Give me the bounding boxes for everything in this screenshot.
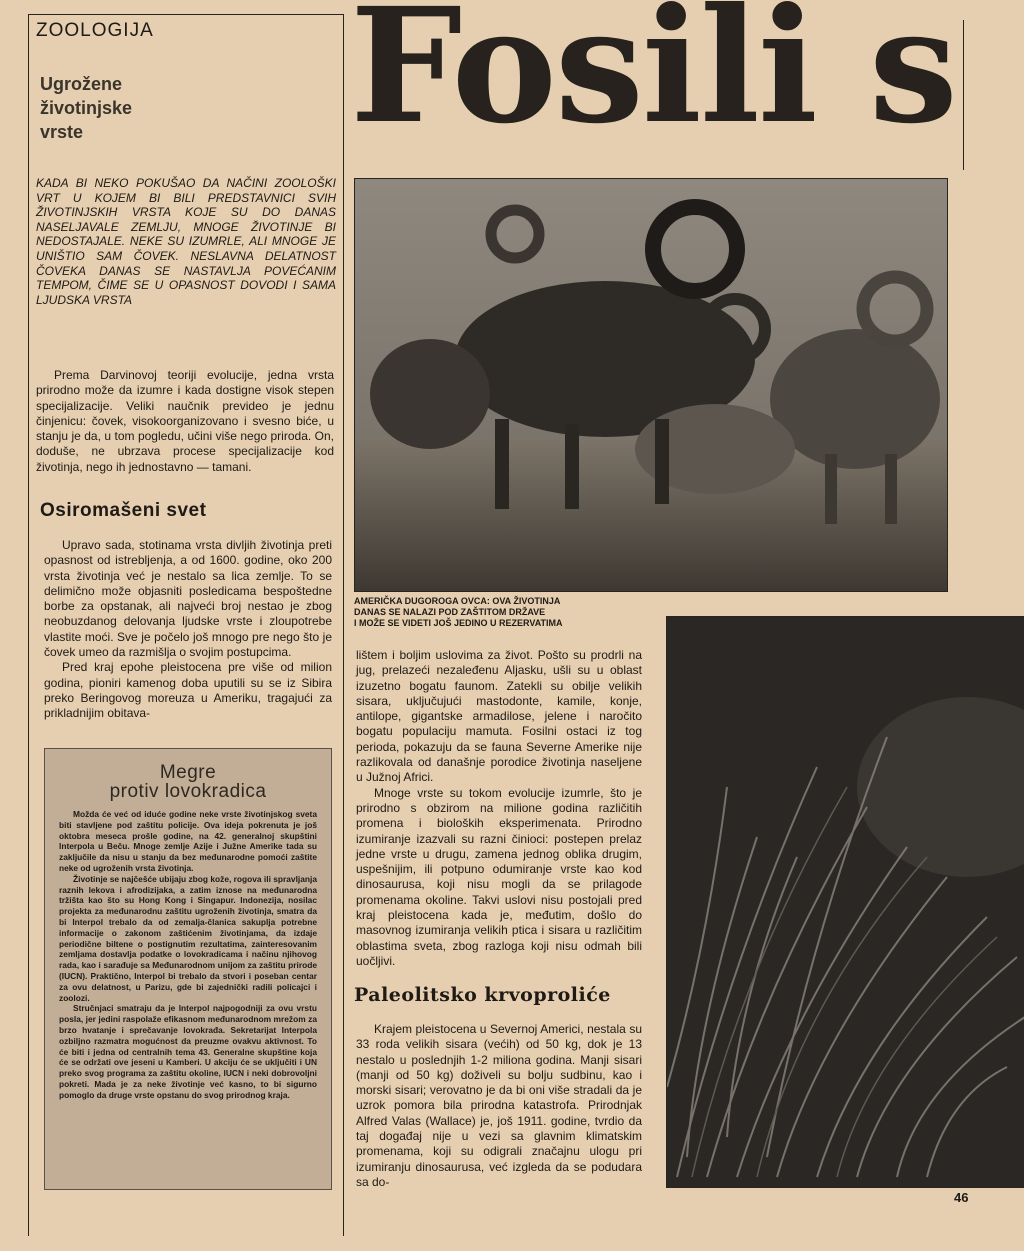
column1-paragraph: Pred kraj epohe pleistocena pre više od milion godina, pioniri kamenog doba uputili su se iz Sibira preko Beringovog moreuza u Ameriku, tragajući za prikladnijim obitava- [44,660,332,721]
subhead-paleolitsko: Paleolitsko krvoproliće [354,984,611,1006]
column1-body [44,538,332,722]
sidebar-box-body [59,809,317,1101]
lead-paragraph: KADA BI NEKO POKUŠAO DA NAČINI ZOOLOŠKI VRT U KOJEM BI BILI PREDSTAVNICI SVIH ŽIVOTINJSKIH VRSTA KOJE SU DO DANAS NASELJAVALE ZEMLJU, MNOGE ŽIVOTINJE BI NEDOSTAJALE. NEKE SU IZUMRLE, ALI MNOGE JE UNIŠTIO SAM ČOVEK. NESLAVNA DELATNOST ČOVEKA DANAS SE NASTAVLJA POVEĆANIM TEMPOM, ČIME SE U OPASNOST DOVODI I SAMA LJUDSKA VRSTA [36,176,336,307]
sidebar-box-title: Megre protiv lovokradica [109,762,267,802]
top-rule [28,14,344,15]
column2-paragraph: Mnoge vrste su tokom evolucije izumrle, što je prirodno s obzirom na milione godina različitih promena i bioloških eksperimenata. Prirodno izumiranje izazvali su razni činioci: postepen prelaz jedne vrste u drugu, zamena jednog oblika drugim, uspešnijim, ili potpuno odumiranje vrste kao kod dinosaurusa, koji nisu mogli da se prilagode promenama okoline. Takvi uslovi nisu postojali pred kraj pleistocena kada je, međutim, došlo do masovnog izumiranja velikih ptica i sisara u različitim oblastima sveta, zbog razloga koji nisu odmah bili uočljivi. [356,785,642,968]
sidebar-box [44,748,332,1190]
intro-paragraph: Prema Darvinovoj teoriji evolucije, jedna vrsta prirodno može da izumre i kada dostigne visok stepen specijalizacije. Veliki naučnik prevideo je jednu činjenicu: čovek, visokoorganizovano i svesno biće, u stanju je da, u tom pogledu, učini više nego priroda. On, doduše, ne ubrzava procese specijalizacije kod životinja, nego ih jednostavno — tamani. [36,368,334,474]
bighorn-sheep-photo [354,178,948,592]
kicker: Ugrožene životinjske vrste [40,74,133,142]
column1-paragraph: Upravo sada, stotinama vrsta divljih životinja preti opasnost od istrebljenja, a od 1600. godine, oko 200 vrsta životinja već je nestalo sa lica zemlje. To se delimično može objasniti posledicama bespoštedne borbe za opstanak, ali najveći broj nestao je zbog neobuzdanog delovanja ljudske vrste i zloupotrebe vlastite moći. Sve je počelo još mnogo pre nego što je čovek umeo da razmišlja o svojim postupcima. [44,538,332,660]
photo-caption: AMERIČKA DUGOROGA OVCA: OVA ŽIVOTINJA DANAS SE NALAZI POD ZAŠTITOM DRŽAVE I MOŽE SE VIDETI JOŠ JEDINO U REZERVATIMA [354,596,563,628]
column2-text-lower [356,1022,642,1190]
headline: Fosili s [350,0,956,159]
sidebar-paragraph: Stručnjaci smatraju da je Interpol najpogodniji za ovu vrstu posla, jer jedini raspolaže efikasnom međunarodnom mrežom za brzo hvatanje i sprečavanje lovokrađa. Sekretarijat Interpola ozbiljno razmatra mogućnost da preuzme ovakvu aktivnost. To će biti i jedna od centralnih tema 43. Generalne skupštine koja će se održati ove jeseni u Kamberi. U akciju će se uključiti i UN preko svog programa za zaštitu okoline, IUCN i neki dobrovoljni pokreti. Mada je za neke životinje već kasno, to bi sigurno pomoglo da druge vrste opstanu do svog prirodnog kraja. [59,1003,317,1100]
column2-paragraph: lištem i boljim uslovima za život. Pošto su prodrli na jug, prelazeći nezaleđenu Aljasku, ušli su u oblast izuzetno bogatu faunom. Zatekli su obilje velikih sisara, uključujući mastodonte, kamile, konje, antilope, gigantske armadilose, jelene i naročito bogatu populaciju mamuta. Fosilni ostaci iz tog perioda, pokazuju da se fauna Severne Amerike nije razlikovala od današnje porodice životinja naseljene u Južnoj Africi. [356,648,642,785]
intro-text [36,368,334,475]
sidebar-paragraph: Možda će već od iduće godine neke vrste životinjskog sveta biti stavljene pod zaštitu policije. Ova ideja pokrenuta je još oktobra meseca prošle godine, na 42. generalnoj skupštini Interpola u Beču. Mnoge zemlje Azije i Južne Amerike tada su zaključile da nisu u stanju da bez međunarodne pomoći zaštite neke od ugroženih vrsta životinja. [59,809,317,873]
section-label: ZOOLOGIJA [36,20,154,41]
left-column-rule [28,14,29,1236]
column2-text-upper [356,648,642,969]
subhead-osiromaseni: Osiromašeni svet [40,500,207,521]
column2-paragraph: Krajem pleistocena u Severnoj Americi, nestala su 33 roda velikih sisara (većih) od 50 kg, dok je 13 nestalo u poslednjih 1-2 miliona godina. Manji sisari (manji od 50 kg) doživeli su bolju sudbinu, kao i morski sisari; verovatno je da bi oni više stradali da je uzrok pomora bila prirodna katastrofa. Prirodnjak Alfred Valas (Wallace) je, još 1911. godine, tvrdio da taj događaj nije u vezi sa glavnim klimatskim promenama, koji su odigrali značajnu ulogu pri izumiranju dinosaurusa, već izgleda da se podudara sa do- [356,1022,642,1189]
page-number: 46 [954,1190,969,1205]
right-column-rule [963,20,964,170]
sidebar-paragraph: Životinje se najčešće ubijaju zbog kože, rogova ili spravljanja raznih lekova i afrodizijaka, a zatim iznose na međunarodna tržišta kao što su Hong Kong i Singapur. Indonezija, nosilac projekta za međunarodnu zaštitu ugroženih životinja, smatra da bi Interpol trebalo da od zemalja-članica sakuplja potrebne informacije o zakonom zaštićenim životinjama, da izdaje periodične biltene o postignutim rezultatima, zainteresovanim zemljama dostavlja podatke o lovokradicama i načinu njihovog rada, kao i sarađuje sa Međunarodnom unijom za zaštitu prirode (IUCN). Praktično, Interpol bi trebalo da stvori i poseban centar za ovu delatnost, u Parizu, gde bi zajednički radili policajci i zoolozi. [59,873,317,1003]
tiger-photo [666,616,1024,1188]
center-column-rule [343,14,344,1236]
